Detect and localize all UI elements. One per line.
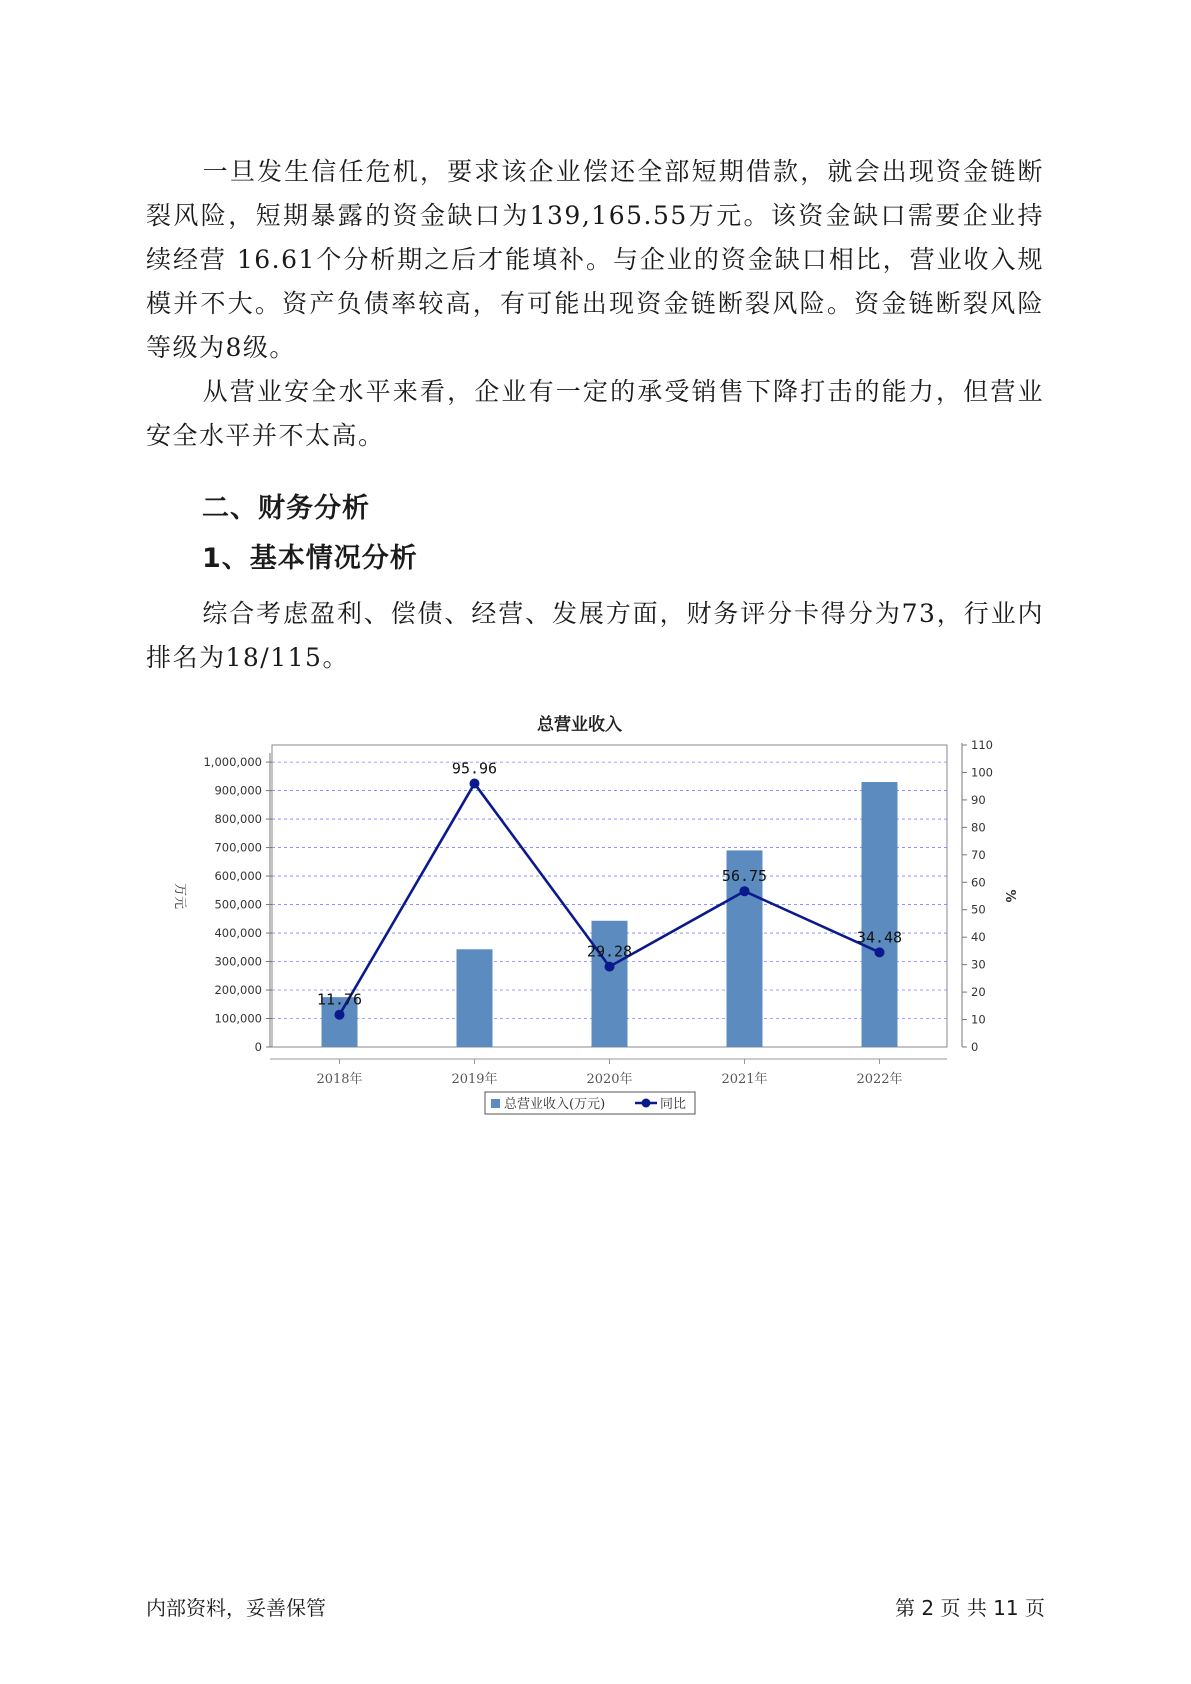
legend-label-yoy: 同比: [660, 1097, 687, 1112]
y-tick-label: 800,000: [214, 812, 262, 827]
legend-swatch-bar: [491, 1099, 500, 1108]
footer-confidential-note: 内部资料，妥善保管: [146, 1596, 326, 1620]
chart-title: 总营业收入: [537, 715, 622, 735]
bar: [592, 921, 628, 1047]
yoy-point: [335, 1010, 345, 1020]
data-label: 56.75: [721, 867, 768, 886]
y-tick-label: 0: [254, 1040, 262, 1054]
subsection-heading-basic-analysis: 1、基本情况分析: [202, 543, 418, 574]
x-tick-label: 2018年: [316, 1072, 363, 1087]
y-tick-label: 700,000: [214, 840, 262, 855]
y-right-tick-label: 70: [971, 847, 986, 862]
yoy-point: [875, 947, 885, 957]
paragraph-funding-gap: 一旦发生信任危机，要求该企业偿还全部短期借款，就会出现资金链断裂风险，短期暴露的资金缺口为139,165.55万元。该资金缺口需要企业持续经营 16.61个分析期之后才能填补。与企业的资金缺口相比，营业收入规模并不大。资产负债率较高，有可能出现资金链断裂风险。资金链断裂风险等级为8级。: [146, 157, 1044, 362]
y-tick-label: 300,000: [214, 954, 262, 969]
paragraph-scorecard: 综合考虑盈利、偿债、经营、发展方面，财务评分卡得分为73，行业内排名为18/115。: [146, 599, 1044, 672]
data-label: 95.96: [451, 759, 498, 778]
data-label: 11.76: [316, 990, 363, 1009]
y-right-tick-label: 20: [971, 985, 986, 1000]
y-right-tick-label: 10: [971, 1012, 986, 1027]
yoy-point: [605, 962, 615, 972]
revenue-chart: [150, 712, 1020, 1182]
y-tick-label: 600,000: [214, 869, 262, 884]
y-tick-label: 500,000: [214, 897, 262, 912]
bar: [457, 949, 493, 1047]
yoy-point: [740, 886, 750, 896]
yoy-point: [470, 779, 480, 789]
section-heading-financial-analysis: 二、财务分析: [202, 493, 370, 524]
y-right-tick-label: 0: [971, 1040, 979, 1054]
y-tick-label: 200,000: [214, 983, 262, 998]
y-right-tick-label: 60: [971, 875, 986, 890]
y-right-tick-label: 80: [971, 820, 986, 835]
data-label: 29.28: [586, 942, 633, 961]
data-label: 34.48: [856, 928, 903, 947]
y-right-tick-label: 40: [971, 930, 986, 945]
y-right-tick-label: 110: [971, 738, 993, 752]
y-right-axis-title: %: [1002, 889, 1017, 903]
y-tick-label: 400,000: [214, 926, 262, 941]
revenue-chart-svg: [150, 712, 1020, 1182]
x-tick-label: 2019年: [451, 1072, 498, 1087]
x-tick-label: 2022年: [856, 1072, 903, 1087]
y-right-tick-label: 30: [971, 957, 986, 972]
y-tick-label: 1,000,000: [203, 755, 262, 770]
footer-page-number: 第 2 页 共 11 页: [895, 1596, 1045, 1620]
x-tick-label: 2021年: [721, 1072, 768, 1087]
y-right-tick-label: 50: [971, 902, 986, 917]
legend-marker: [642, 1099, 651, 1108]
bar: [862, 782, 898, 1047]
y-axis-title: 万元: [172, 882, 187, 910]
y-tick-label: 100,000: [214, 1011, 262, 1026]
y-right-tick-label: 90: [971, 792, 986, 807]
y-right-tick-label: 100: [971, 765, 993, 780]
x-tick-label: 2020年: [586, 1072, 633, 1087]
legend-label-revenue: 总营业收入(万元): [504, 1097, 606, 1112]
y-tick-label: 900,000: [214, 783, 262, 798]
paragraph-operating-safety: 从营业安全水平来看，企业有一定的承受销售下降打击的能力，但营业安全水平并不太高。: [146, 377, 1044, 450]
